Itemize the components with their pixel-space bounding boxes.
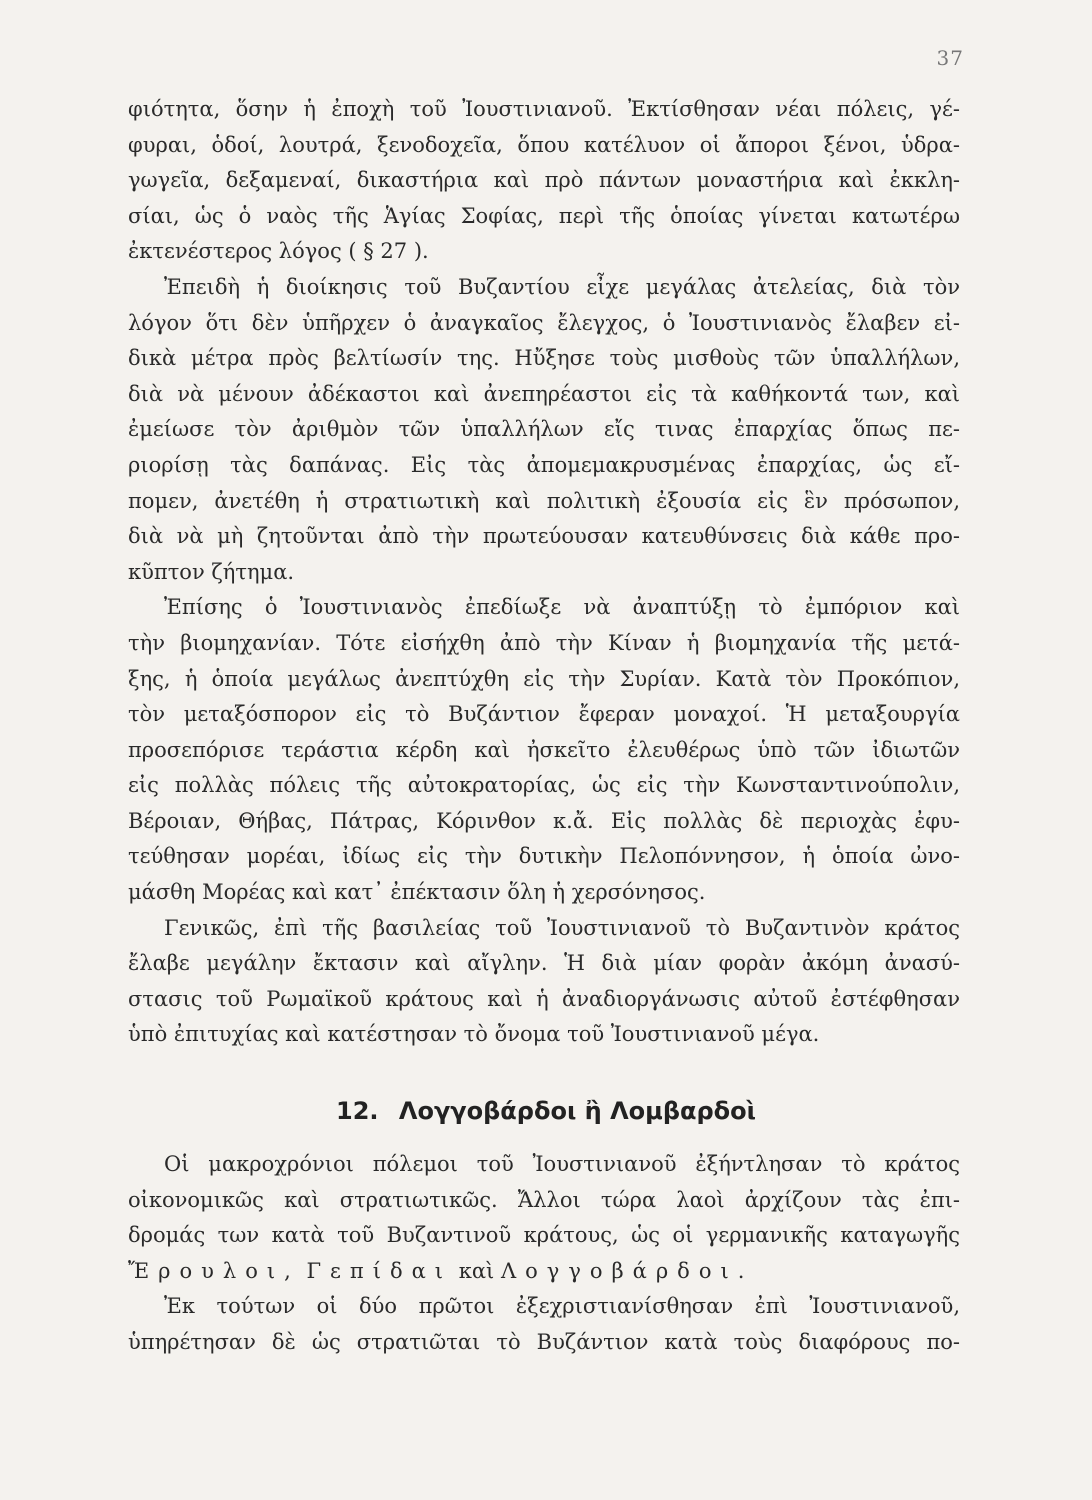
text-line: πομεν, ἀνετέθη ἡ στρατιωτικὴ καὶ πολιτικὴ ἐξουσία εἰς ἓν πρόσωπον, xyxy=(128,488,960,513)
text-line: διὰ νὰ μένουν ἀδέκαστοι καὶ ἀνεπηρέαστοι εἰς τὰ καθήκοντά των, καὶ xyxy=(128,381,960,406)
text-line: Ἐπίσης ὁ Ἰουστινιανὸς ἐπεδίωξε νὰ ἀναπτύξῃ τὸ ἐμπόριον καὶ xyxy=(164,595,960,620)
text-line: φιότητα, ὅσην ἡ ἐποχὴ τοῦ Ἰουστινιανοῦ. Ἐκτίσθησαν νέαι πόλεις, γέ- xyxy=(128,97,960,121)
text-line: προσεπόρισε τεράστια κέρδη καὶ ἠσκεῖτο ἐλευθέρως ὑπὸ τῶν ἰδιωτῶν xyxy=(128,737,960,762)
text-line: Βέροιαν, Θήβας, Πάτρας, Κόρινθον κ.ἄ. Εἰς πολλὰς δὲ περιοχὰς ἐφυ- xyxy=(128,808,960,833)
tribe-name: Λογγοβάρδοι. xyxy=(500,1258,754,1283)
text-line: Ἐπειδὴ ἡ διοίκησις τοῦ Βυζαντίου εἶχε μεγάλας ἀτελείας, διὰ τὸν xyxy=(164,274,960,299)
text-line: εἰς πολλὰς πόλεις τῆς αὐτοκρατορίας, ὡς εἰς τὴν Κωνσταντινούπολιν, xyxy=(128,773,960,798)
text-line: λόγον ὅτι δὲν ὑπῆρχεν ὁ ἀναγκαῖος ἔλεγχος, ὁ Ἰουστινιανὸς ἔλαβεν εἰ- xyxy=(128,310,960,335)
text-line: γωγεῖα, δεξαμεναί, δικαστήρια καὶ πρὸ πάντων μοναστήρια καὶ ἐκκλη- xyxy=(128,168,960,193)
section-heading xyxy=(0,1097,1092,1125)
tribe-name: Γεπίδαι xyxy=(306,1258,453,1283)
spaced-tribes-line xyxy=(128,1254,960,1290)
text-line: τεύθησαν μορέαι, ἰδίως εἰς τὴν δυτικὴν Πελοπόννησον, ἡ ὁποία ὠνο- xyxy=(128,844,960,869)
text-line: ἐμείωσε τὸν ἀριθμὸν τῶν ὑπαλλήλων εἴς τινας ἐπαρχίας ὅπως πε- xyxy=(128,417,960,442)
text-line: ὑπηρέτησαν δὲ ὡς στρατιῶται τὸ Βυζάντιον κατὰ τοὺς διαφόρους πο- xyxy=(128,1329,960,1354)
text-line: στασις τοῦ Ρωμαϊκοῦ κράτους καὶ ἡ ἀναδιοργάνωσις αὐτοῦ ἐστέφθησαν xyxy=(128,986,960,1011)
text-line: Ἐκ τούτων οἱ δύο πρῶτοι ἐξεχριστιανίσθησαν ἐπὶ Ἰουστινιανοῦ, xyxy=(164,1294,960,1319)
text-line: Οἱ μακροχρόνιοι πόλεμοι τοῦ Ἰουστινιανοῦ ἐξήντλησαν τὸ κράτος xyxy=(164,1152,960,1176)
text-line: τὸν μεταξόσπορον εἰς τὸ Βυζάντιον ἔφεραν μοναχοί. Ἡ μεταξουργία xyxy=(128,702,960,727)
text-line: τὴν βιομηχανίαν. Τότε εἰσήχθη ἀπὸ τὴν Κίναν ἡ βιομηχανία τῆς μετά- xyxy=(128,630,960,655)
text-line: δικὰ μέτρα πρὸς βελτίωσίν της. Ηὔξησε τοὺς μισθοὺς τῶν ὑπαλλήλων, xyxy=(128,346,960,371)
conjunction: καὶ xyxy=(458,1258,495,1283)
text-line: ριορίσῃ τὰς δαπάνας. Εἰς τὰς ἀπομεμακρυσμένας ἐπαρχίας, ὡς εἴ- xyxy=(128,452,960,477)
text-line: Γενικῶς, ἐπὶ τῆς βασιλείας τοῦ Ἰουστινιανοῦ τὸ Βυζαντινὸν κράτος xyxy=(164,915,960,940)
text-line: διὰ νὰ μὴ ζητοῦνται ἀπὸ τὴν πρωτεύουσαν κατευθύνσεις διὰ κάθε προ- xyxy=(128,524,960,549)
text-line: φυραι, ὁδοί, λουτρά, ξενοδοχεῖα, ὅπου κατέλυον οἱ ἄποροι ξένοι, ὑδρα- xyxy=(128,132,960,157)
text-line: ξης, ἡ ὁποία μεγάλως ἀνεπτύχθη εἰς τὴν Συρίαν. Κατὰ τὸν Προκόπιον, xyxy=(128,666,960,691)
section-number: 12. xyxy=(336,1097,379,1125)
text-line: σίαι, ὡς ὁ ναὸς τῆς Ἁγίας Σοφίας, περὶ τῆς ὁποίας γίνεται κατωτέρω xyxy=(128,203,960,228)
text-line: δρομάς των κατὰ τοῦ Βυζαντινοῦ κράτους, ὡς οἱ γερμανικῆς καταγωγῆς xyxy=(128,1223,960,1248)
tribe-name: Ἔρουλοι, xyxy=(128,1258,300,1283)
text-line: κῦπτον ζήτημα. xyxy=(128,559,295,584)
body-text-top xyxy=(128,92,960,1053)
section-title: Λογγοβάρδοι ἢ Λομβαρδοὶ xyxy=(398,1097,756,1125)
text-line: οἰκονομικῶς καὶ στρατιωτικῶς. Ἄλλοι τώρα λαοὶ ἀρχίζουν τὰς ἐπι- xyxy=(128,1187,960,1212)
text-line: ἔλαβε μεγάλην ἔκτασιν καὶ αἴγλην. Ἡ διὰ μίαν φορὰν ἀκόμη ἀνασύ- xyxy=(128,951,960,976)
text-line: ἐκτενέστερος λόγος ( § 27 ). xyxy=(128,239,429,264)
body-text-bottom xyxy=(128,1147,960,1361)
text-line: ὑπὸ ἐπιτυχίας καὶ κατέστησαν τὸ ὄνομα τοῦ Ἰουστινιανοῦ μέγα. xyxy=(128,1022,820,1047)
text-line: μάσθη Μορέας καὶ κατ᾽ ἐπέκτασιν ὅλη ἡ χερσόνησος. xyxy=(128,880,706,905)
page-number: 37 xyxy=(936,46,964,70)
